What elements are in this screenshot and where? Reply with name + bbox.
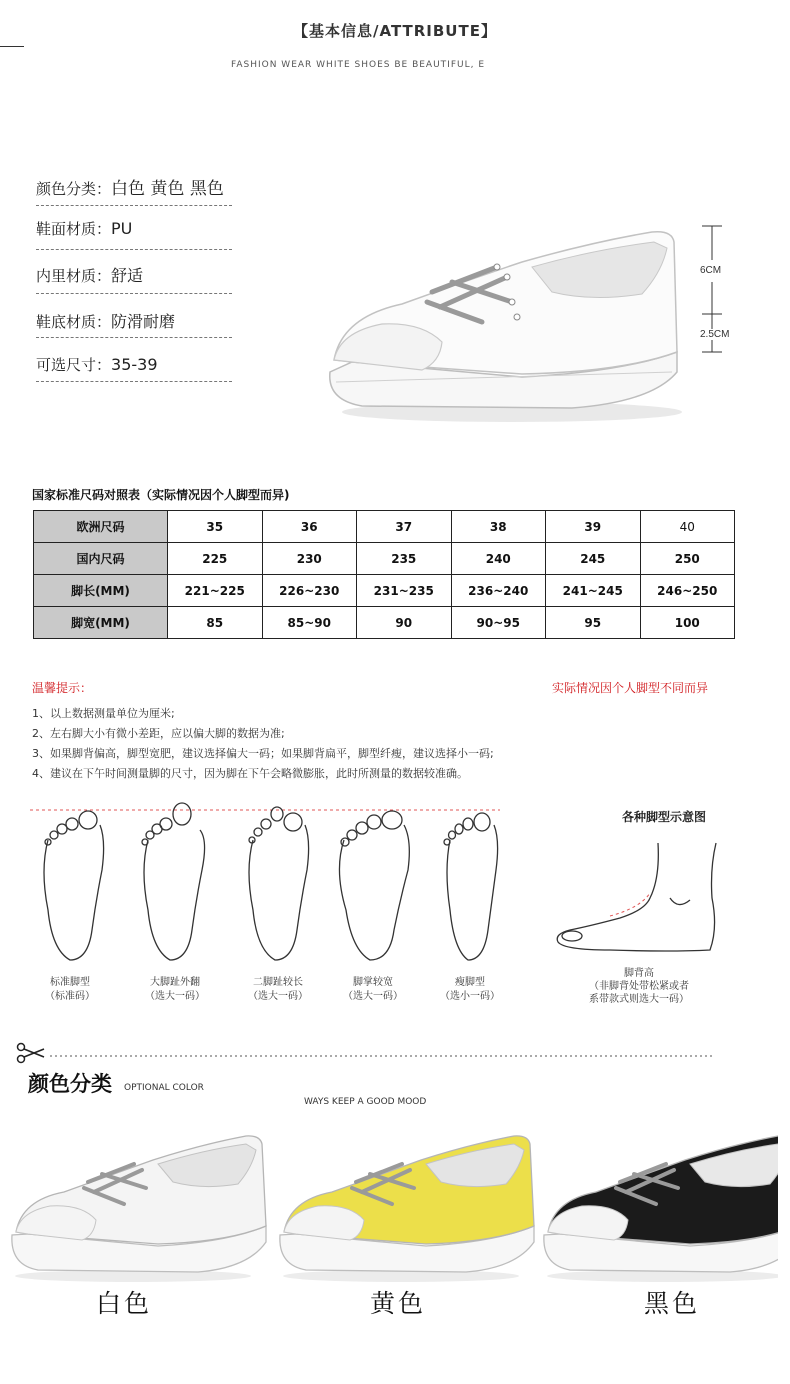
tips-heading: 温馨提示：	[32, 681, 93, 695]
size-table-title: 国家标准尺码对照表（实际情况因个人脚型而异)	[32, 488, 290, 502]
table-cell: 240	[451, 543, 546, 575]
scissors-icon	[18, 1044, 45, 1063]
size-table	[33, 510, 735, 639]
table-cell: 100	[640, 607, 735, 639]
shoe-1	[12, 1136, 266, 1282]
foot-type-name: 瘦脚型	[455, 977, 485, 988]
tip-item: 1、以上数据测量单位为厘米;	[32, 707, 175, 720]
table-cell: 35	[168, 511, 263, 543]
foot-types-illustration	[30, 800, 505, 975]
attr-row-size	[36, 354, 232, 375]
attr-value: 舒适	[111, 266, 144, 285]
table-cell: 231~235	[357, 575, 452, 607]
divider	[36, 205, 232, 206]
dimension-height-label: 6CM	[700, 265, 722, 276]
attr-label: 颜色分类：	[36, 180, 112, 198]
header-left-rule	[0, 46, 24, 47]
foot-outline	[44, 811, 104, 960]
main-shoe-image	[322, 222, 694, 432]
attr-value: 防滑耐磨	[111, 312, 176, 331]
table-cell: 90	[357, 607, 452, 639]
foot-type-advice: （选大一码）	[343, 991, 403, 1002]
attr-label: 鞋底材质：	[36, 313, 112, 331]
attr-label: 可选尺寸：	[36, 356, 112, 374]
foot-types-title: 各种脚型示意图	[622, 810, 707, 824]
foot-type-caption	[233, 976, 323, 1004]
table-cell: 245	[546, 543, 641, 575]
attr-label: 内里材质：	[36, 267, 112, 285]
table-cell: 241~245	[546, 575, 641, 607]
shoe-2	[280, 1136, 534, 1282]
table-cell: 36	[262, 511, 357, 543]
table-row-header: 脚长(MM)	[34, 575, 168, 607]
foot-type-caption	[425, 976, 515, 1004]
tips-note: 实际情况因个人脚型不同而异	[552, 681, 709, 695]
divider	[36, 249, 232, 250]
table-cell: 90~95	[451, 607, 546, 639]
table-cell: 95	[546, 607, 641, 639]
attr-row-lining	[36, 263, 232, 286]
shoe-3	[544, 1136, 778, 1282]
foot-type-advice: （标准码）	[45, 991, 95, 1002]
divider	[36, 337, 232, 338]
foot-type-advice: （选大一码）	[145, 991, 205, 1002]
table-cell: 230	[262, 543, 357, 575]
table-cell: 246~250	[640, 575, 735, 607]
color-section-subtitle: WAYS KEEP A GOOD MOOD	[304, 1097, 427, 1107]
instep-name: 脚背高	[624, 968, 654, 979]
section-title-attribute: 【基本信息/ATTRIBUTE】	[293, 22, 497, 40]
dimension-sole-label: 2.5CM	[700, 329, 730, 340]
table-cell: 40	[640, 511, 735, 543]
attr-value: 白色 黄色 黑色	[111, 179, 224, 199]
table-row	[34, 607, 735, 639]
color-name-yellow: 黄色	[369, 1289, 426, 1318]
table-cell: 85~90	[262, 607, 357, 639]
divider	[36, 293, 232, 294]
table-cell: 236~240	[451, 575, 546, 607]
attr-row-sole	[36, 309, 232, 332]
instep-caption	[574, 967, 704, 1006]
section-subtitle: FASHION WEAR WHITE SHOES BE BEAUTIFUL, E	[230, 60, 486, 70]
foot-type-name: 标准脚型	[50, 977, 90, 988]
instep-advice-line2: 系带款式则选大一码）	[589, 994, 689, 1005]
foot-type-name: 脚掌较宽	[353, 977, 393, 988]
table-row	[34, 543, 735, 575]
table-cell: 225	[168, 543, 263, 575]
foot-type-name: 二脚趾较长	[253, 977, 303, 988]
table-cell: 37	[357, 511, 452, 543]
foot-type-caption	[328, 976, 418, 1004]
table-row-header: 欧洲尺码	[34, 511, 168, 543]
foot-type-advice: （选小一码）	[440, 991, 500, 1002]
color-shoes-row	[8, 1130, 778, 1285]
tip-item: 3、如果脚背偏高，脚型宽肥，建议选择偏大一码；如果脚背扁平，脚型纤瘦，建议选择小一码;	[32, 747, 494, 760]
table-cell: 39	[546, 511, 641, 543]
instep-advice-line1: （非脚背处带松紧或者	[589, 981, 689, 992]
attr-value: 35-39	[111, 355, 158, 374]
table-row	[34, 575, 735, 607]
table-cell: 221~225	[168, 575, 263, 607]
tip-item: 2、左右脚大小有微小差距，应以偏大脚的数据为准;	[32, 727, 285, 740]
foot-type-caption	[130, 976, 220, 1004]
table-cell: 226~230	[262, 575, 357, 607]
instep-illustration	[550, 838, 730, 963]
table-cell: 38	[451, 511, 546, 543]
foot-type-name: 大脚趾外翻	[150, 977, 200, 988]
table-row	[34, 511, 735, 543]
table-row-header: 国内尺码	[34, 543, 168, 575]
attr-value: PU	[111, 219, 133, 238]
foot-type-caption	[25, 976, 115, 1004]
color-section-title: 颜色分类	[28, 1072, 112, 1096]
table-cell: 250	[640, 543, 735, 575]
table-row-header: 脚宽(MM)	[34, 607, 168, 639]
foot-type-advice: （选大一码）	[248, 991, 308, 1002]
color-name-black: 黑色	[643, 1289, 700, 1318]
tip-item: 4、建议在下午时间测量脚的尺寸，因为脚在下午会略微膨胀，此时所测量的数据较准确。	[32, 767, 468, 780]
divider	[36, 381, 232, 382]
attr-row-color	[36, 174, 232, 199]
attr-row-upper	[36, 218, 232, 239]
color-name-white: 白色	[95, 1289, 152, 1318]
scissors-divider	[16, 1042, 716, 1066]
table-cell: 85	[168, 607, 263, 639]
attr-label: 鞋面材质：	[36, 220, 112, 238]
color-section-title-en: OPTIONAL COLOR	[124, 1083, 204, 1093]
table-cell: 235	[357, 543, 452, 575]
